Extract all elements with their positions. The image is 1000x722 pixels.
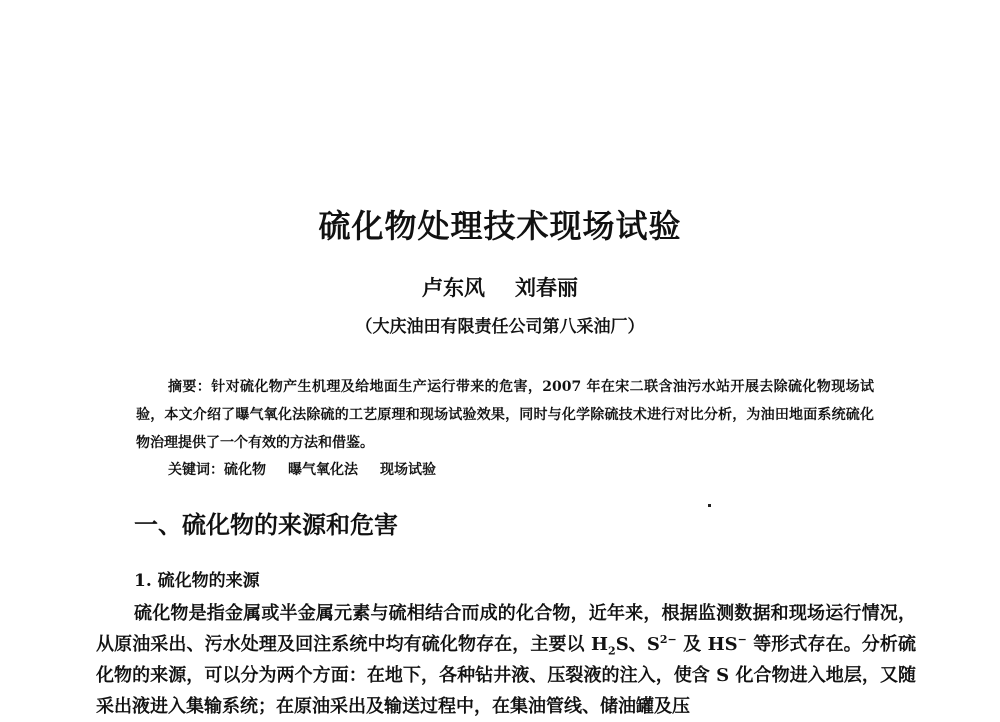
keyword: 硫化物 (224, 462, 266, 478)
author-name: 刘春丽 (515, 275, 578, 300)
section-heading: 一、硫化物的来源和危害 (134, 510, 398, 539)
abstract (136, 373, 874, 457)
paragraph-text: 硫化物是指金属或半金属元素与硫相结合而成的化合物，近年来，根据监测数据和现场运行情况，从原油采出、污水处理及回注系统中均有硫化物存在，主要以 H (96, 603, 916, 655)
paper-title: 硫化物处理技术现场试验 (318, 207, 682, 245)
scan-speck (708, 504, 711, 507)
author-affiliation: （大庆油田有限责任公司第八采油厂） (355, 317, 645, 337)
keyword: 曝气氧化法 (288, 462, 358, 478)
subscript: 2 (608, 644, 616, 658)
paragraph-text: 及 HS (676, 634, 738, 655)
paragraph-text: 等形式存在。分析硫化物的来源，可以分为两个方面：在地下，各种钻井液、压裂液的注入，使含 S 化合物进入地层，又随采出液进入集输系统；在原油采出及输送过程中，在集油管线、储油罐及压 (96, 634, 916, 717)
subsection-heading: 1. 硫化物的来源 (134, 571, 260, 591)
superscript: 2− (659, 633, 677, 646)
paragraph-text: S、S (615, 634, 660, 655)
body-paragraph (96, 598, 916, 722)
keywords-label: 关键词： (168, 462, 224, 478)
author-list (0, 272, 1000, 304)
abstract-text: 针对硫化物产生机理及给地面生产运行带来的危害，2007 年在宋二联含油污水站开展去除硫化物现场试验，本文介绍了曝气氧化法除硫的工艺原理和现场试验效果，同时与化学除硫技术进行对比分析，为油田地面系统硫化物治理提供了一个有效的方法和借鉴。 (136, 379, 874, 451)
keywords (168, 457, 458, 483)
keyword: 现场试验 (380, 462, 436, 478)
abstract-label: 摘要： (168, 379, 212, 395)
superscript: − (737, 633, 747, 646)
author-name: 卢东风 (422, 275, 485, 300)
